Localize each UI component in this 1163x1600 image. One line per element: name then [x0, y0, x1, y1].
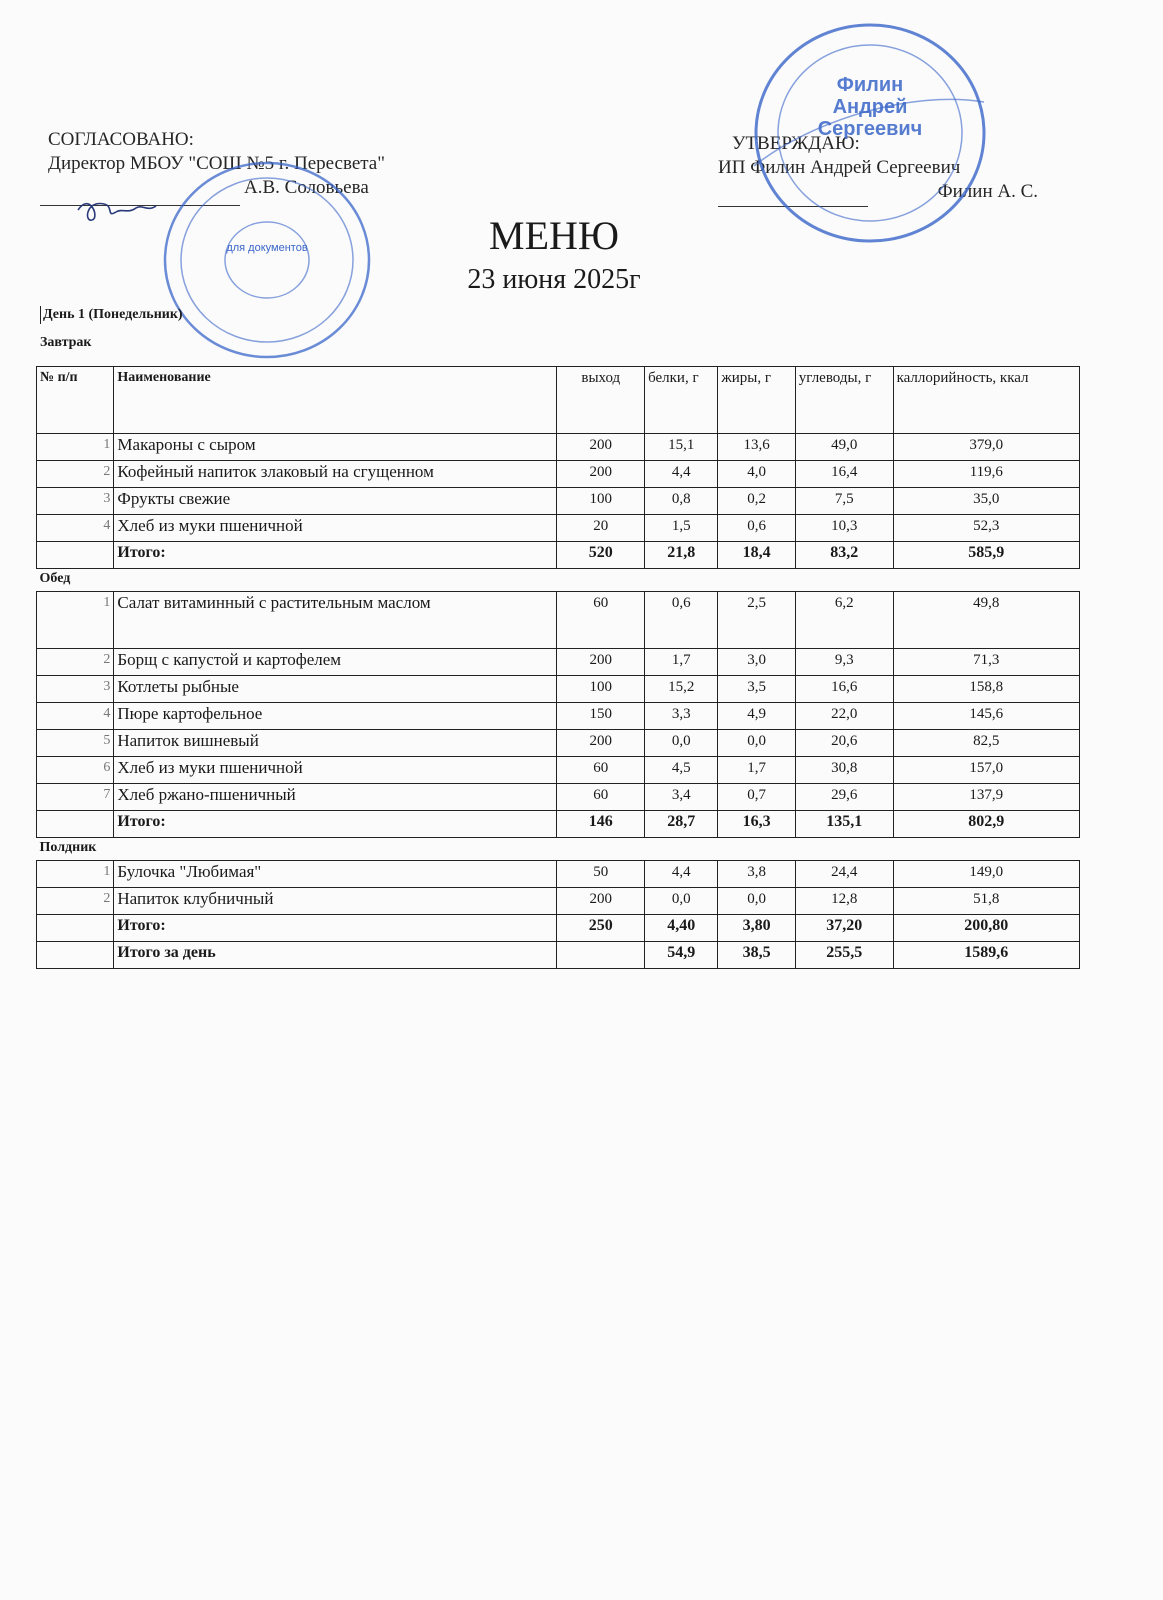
dish-name: Макароны с сыром	[114, 434, 557, 461]
right-stamp-line-3: Сергеевич	[817, 118, 923, 140]
dish-name: Хлеб ржано-пшеничный	[114, 784, 557, 811]
dish-carbs: 7,5	[795, 488, 893, 515]
dish-name: Хлеб из муки пшеничной	[114, 515, 557, 542]
approved-left-position: Директор МБОУ "СОШ №5 г. Пересвета"	[48, 153, 385, 174]
dish-output: 60	[557, 592, 645, 649]
table-row	[37, 730, 1080, 757]
table-row	[37, 461, 1080, 488]
dish-kcal: 71,3	[893, 649, 1079, 676]
dish-fat: 0,0	[718, 730, 795, 757]
dish-fat: 0,2	[718, 488, 795, 515]
empty-cell	[37, 542, 114, 569]
day-total-kcal: 1589,6	[893, 942, 1079, 969]
col-header-carbs: углеводы, г	[795, 367, 893, 434]
dish-kcal: 35,0	[893, 488, 1079, 515]
total-protein: 21,8	[645, 542, 718, 569]
menu-date: 23 июня 2025г	[467, 264, 641, 295]
table-row	[37, 784, 1080, 811]
dish-output: 200	[557, 649, 645, 676]
dish-kcal: 379,0	[893, 434, 1079, 461]
section-lunch-title: Обед	[37, 569, 1080, 592]
dish-name: Фрукты свежие	[114, 488, 557, 515]
approved-left-signatory: А.В. Соловьева	[244, 177, 369, 198]
total-kcal: 802,9	[893, 811, 1079, 838]
dish-kcal: 137,9	[893, 784, 1079, 811]
dish-kcal: 149,0	[893, 861, 1079, 888]
row-number: 4	[37, 703, 114, 730]
total-output: 250	[557, 915, 645, 942]
right-stamp-text	[810, 74, 930, 140]
dish-fat: 3,8	[718, 861, 795, 888]
dish-fat: 3,0	[718, 649, 795, 676]
col-header-kcal: каллорийность, ккал	[893, 367, 1079, 434]
right-stamp	[752, 20, 988, 246]
total-carbs: 135,1	[795, 811, 893, 838]
total-label: Итого:	[114, 811, 557, 838]
total-fat: 16,3	[718, 811, 795, 838]
dish-carbs: 24,4	[795, 861, 893, 888]
dish-protein: 4,4	[645, 861, 718, 888]
table-row	[37, 703, 1080, 730]
dish-fat: 3,5	[718, 676, 795, 703]
section-total-row	[37, 811, 1080, 838]
row-number: 6	[37, 757, 114, 784]
day-total-row	[37, 942, 1080, 969]
dish-name: Борщ с капустой и картофелем	[114, 649, 557, 676]
row-number: 5	[37, 730, 114, 757]
right-stamp-line-2: Андрей	[832, 96, 908, 118]
dish-output: 60	[557, 757, 645, 784]
left-stamp	[162, 160, 372, 360]
approved-right-heading: УТВЕРЖДАЮ:	[732, 133, 860, 154]
dish-carbs: 20,6	[795, 730, 893, 757]
dish-name: Напиток вишневый	[114, 730, 557, 757]
col-header-fat: жиры, г	[718, 367, 795, 434]
dish-output: 100	[557, 488, 645, 515]
table-header-row	[37, 367, 1080, 434]
table-row	[37, 488, 1080, 515]
dish-fat: 2,5	[718, 592, 795, 649]
dish-kcal: 145,6	[893, 703, 1079, 730]
dish-carbs: 16,4	[795, 461, 893, 488]
col-header-protein: белки, г	[645, 367, 718, 434]
total-label: Итого:	[114, 542, 557, 569]
row-number: 2	[37, 461, 114, 488]
section-total-row	[37, 915, 1080, 942]
dish-kcal: 49,8	[893, 592, 1079, 649]
total-kcal: 200,80	[893, 915, 1079, 942]
dish-fat: 4,0	[718, 461, 795, 488]
dish-output: 200	[557, 730, 645, 757]
table-row	[37, 434, 1080, 461]
dish-output: 200	[557, 461, 645, 488]
dish-name: Пюре картофельное	[114, 703, 557, 730]
dish-kcal: 82,5	[893, 730, 1079, 757]
section-breakfast-title: Завтрак	[40, 335, 92, 350]
dish-name: Хлеб из муки пшеничной	[114, 757, 557, 784]
total-output: 520	[557, 542, 645, 569]
table-row	[37, 888, 1080, 915]
dish-kcal: 51,8	[893, 888, 1079, 915]
row-number: 1	[37, 592, 114, 649]
total-kcal: 585,9	[893, 542, 1079, 569]
dish-fat: 0,6	[718, 515, 795, 542]
dish-name: Котлеты рыбные	[114, 676, 557, 703]
dish-kcal: 158,8	[893, 676, 1079, 703]
table-row	[37, 515, 1080, 542]
dish-carbs: 10,3	[795, 515, 893, 542]
total-fat: 18,4	[718, 542, 795, 569]
day-total-output	[557, 942, 645, 969]
dish-carbs: 9,3	[795, 649, 893, 676]
dish-carbs: 16,6	[795, 676, 893, 703]
table-row	[37, 592, 1080, 649]
dish-output: 100	[557, 676, 645, 703]
dish-kcal: 157,0	[893, 757, 1079, 784]
total-carbs: 83,2	[795, 542, 893, 569]
day-total-label: Итого за день	[114, 942, 557, 969]
row-number: 3	[37, 488, 114, 515]
dish-protein: 0,0	[645, 888, 718, 915]
page-title: МЕНЮ	[489, 213, 619, 258]
right-stamp-line-1: Филин	[836, 74, 904, 96]
section-total-row	[37, 542, 1080, 569]
row-number: 1	[37, 861, 114, 888]
dish-output: 50	[557, 861, 645, 888]
day-total-fat: 38,5	[718, 942, 795, 969]
dish-protein: 15,1	[645, 434, 718, 461]
row-number: 7	[37, 784, 114, 811]
dish-output: 200	[557, 434, 645, 461]
col-header-number: № п/п	[37, 367, 114, 434]
col-header-name: Наименование	[114, 367, 557, 434]
dish-carbs: 49,0	[795, 434, 893, 461]
table-row	[37, 676, 1080, 703]
dish-kcal: 119,6	[893, 461, 1079, 488]
total-output: 146	[557, 811, 645, 838]
dish-protein: 0,6	[645, 592, 718, 649]
dish-name: Булочка "Любимая"	[114, 861, 557, 888]
dish-protein: 1,5	[645, 515, 718, 542]
empty-cell	[37, 915, 114, 942]
dish-name: Салат витаминный с растительным маслом	[114, 592, 557, 649]
dish-carbs: 29,6	[795, 784, 893, 811]
approved-right-signatory: Филин А. С.	[937, 181, 1038, 202]
left-stamp-text: для документов	[226, 242, 308, 254]
dish-name: Кофейный напиток злаковый на сгущенном	[114, 461, 557, 488]
empty-cell	[37, 942, 114, 969]
dish-fat: 1,7	[718, 757, 795, 784]
dish-output: 200	[557, 888, 645, 915]
dish-name: Напиток клубничный	[114, 888, 557, 915]
row-number: 4	[37, 515, 114, 542]
total-protein: 28,7	[645, 811, 718, 838]
table-row	[37, 757, 1080, 784]
dish-protein: 15,2	[645, 676, 718, 703]
dish-carbs: 22,0	[795, 703, 893, 730]
total-fat: 3,80	[718, 915, 795, 942]
dish-carbs: 12,8	[795, 888, 893, 915]
dish-kcal: 52,3	[893, 515, 1079, 542]
approved-right-position: ИП Филин Андрей Сергеевич	[718, 157, 961, 178]
dish-protein: 0,8	[645, 488, 718, 515]
row-number: 2	[37, 888, 114, 915]
approved-left-heading: СОГЛАСОВАНО:	[48, 129, 194, 150]
col-header-output: выход	[557, 367, 645, 434]
menu-table	[36, 366, 1080, 969]
dish-fat: 0,0	[718, 888, 795, 915]
total-protein: 4,40	[645, 915, 718, 942]
empty-cell	[37, 811, 114, 838]
row-number: 1	[37, 434, 114, 461]
dish-protein: 1,7	[645, 649, 718, 676]
dish-output: 150	[557, 703, 645, 730]
row-number: 2	[37, 649, 114, 676]
dish-protein: 0,0	[645, 730, 718, 757]
table-row	[37, 649, 1080, 676]
day-label: День 1 (Понедельник)	[40, 306, 183, 324]
section-snack-title: Полдник	[37, 838, 1080, 861]
section-header-row	[37, 838, 1080, 861]
day-total-carbs: 255,5	[795, 942, 893, 969]
dish-carbs: 6,2	[795, 592, 893, 649]
dish-output: 20	[557, 515, 645, 542]
section-header-row	[37, 569, 1080, 592]
dish-protein: 4,5	[645, 757, 718, 784]
row-number: 3	[37, 676, 114, 703]
total-label: Итого:	[114, 915, 557, 942]
dish-fat: 13,6	[718, 434, 795, 461]
dish-protein: 3,4	[645, 784, 718, 811]
dish-carbs: 30,8	[795, 757, 893, 784]
table-row	[37, 861, 1080, 888]
dish-fat: 0,7	[718, 784, 795, 811]
dish-output: 60	[557, 784, 645, 811]
dish-protein: 4,4	[645, 461, 718, 488]
dish-fat: 4,9	[718, 703, 795, 730]
dish-protein: 3,3	[645, 703, 718, 730]
day-total-protein: 54,9	[645, 942, 718, 969]
total-carbs: 37,20	[795, 915, 893, 942]
